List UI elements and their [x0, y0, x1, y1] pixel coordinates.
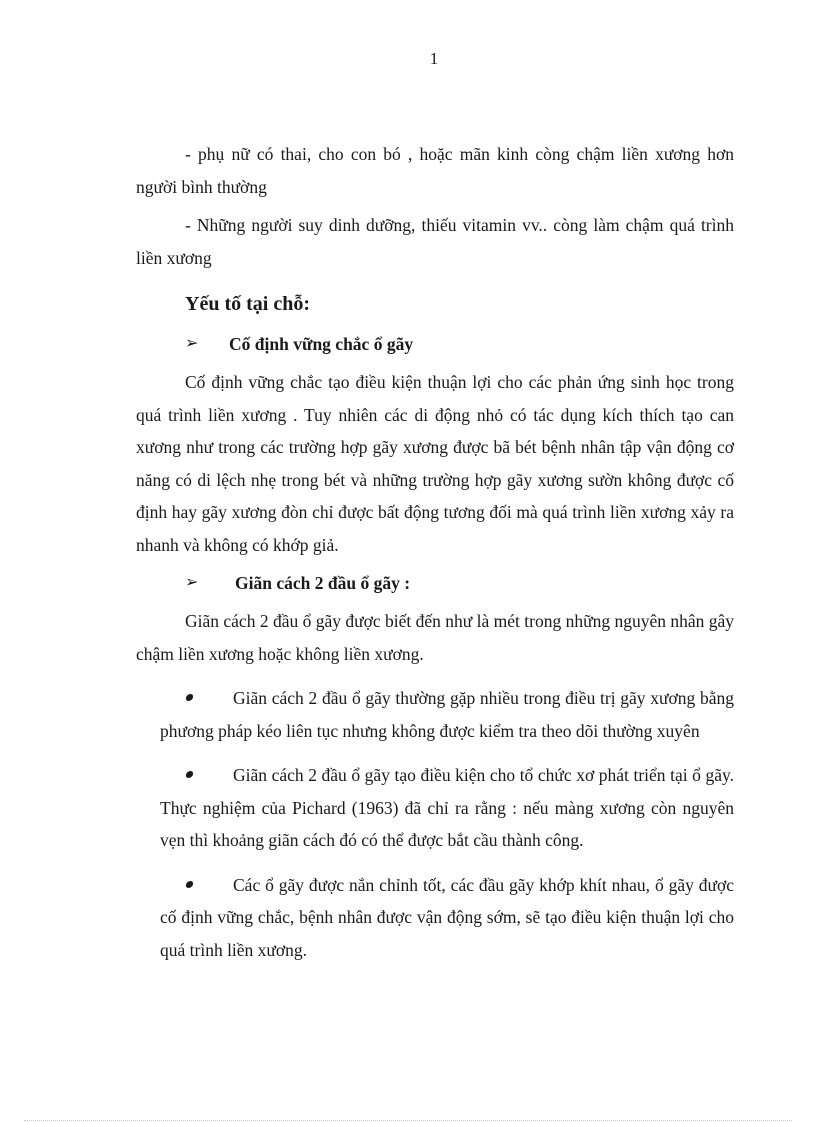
- list-item: [160, 759, 734, 857]
- arrow-bullet-icon: ➢: [185, 335, 199, 352]
- subheading-gap: [185, 567, 734, 599]
- list-item-text: Giãn cách 2 đầu ổ gãy tạo điều kiện cho tổ chức xơ phát triển tại ổ gãy. Thực nghiệm của Pichard (1963) đã chỉ ra rằng : nếu màng xương còn nguyên vẹn thì khoảng giãn cách đó có thể được bắt cầu thành công.: [160, 765, 734, 850]
- arrow-bullet-icon: ➢: [185, 574, 199, 591]
- subheading-fixation-title: Cố định vững chắc ổ gãy: [229, 334, 414, 354]
- paragraph-gap: Giãn cách 2 đầu ổ gãy được biết đến như là mét trong những nguyên nhân gây chậm liền xương hoặc không liền xương.: [136, 611, 734, 664]
- page-number: 1: [429, 49, 439, 68]
- subheading-gap-title: Giãn cách 2 đầu ổ gãy :: [235, 573, 411, 593]
- bullet-icon: [185, 694, 194, 701]
- list-item-text: Các ổ gãy được nắn chỉnh tốt, các đầu gãy khớp khít nhau, ổ gãy được cố định vững chắc, bệnh nhân được vận động sớm, sẽ tạo điều kiện thuận lợi cho quá trình liền xương.: [160, 874, 734, 960]
- list-item: [160, 682, 734, 747]
- subheading-fixation: [185, 328, 734, 360]
- document-body: [136, 138, 734, 974]
- list-item: [160, 869, 734, 967]
- bullet-icon: [185, 771, 194, 778]
- paragraph-pregnancy: - phụ nữ có thai, cho con bó , hoặc mãn kinh còng chậm liền xương hơn người bình thường: [136, 144, 734, 197]
- page-bottom-divider: [24, 1120, 792, 1121]
- paragraph-fixation: Cố định vững chắc tạo điều kiện thuận lợi cho các phản ứng sinh học trong quá trình liền xương . Tuy nhiên các di động nhỏ có tác dụng kích thích tạo can xương như trong các trường hợp gãy xương được bã bét bệnh nhân tập vận động cơ năng có di lệch nhẹ trong bét và những trường hợp gãy xương sườn không được cố định hay gãy xương đòn chỉ được bất động tương đối mà quá trình liền xương xảy ra nhanh và không có khớp giả.: [136, 372, 734, 555]
- list-item-text: Giãn cách 2 đầu ổ gãy thường gặp nhiều trong điều trị gãy xương bằng phương pháp kéo liên tục nhưng không được kiểm tra theo dõi thường xuyên: [160, 688, 734, 741]
- paragraph-malnutrition: - Những người suy dinh dưỡng, thiếu vitamin vv.. còng làm chậm quá trình liền xương: [136, 215, 734, 268]
- section-heading-local-factors: Yếu tố tại chỗ:: [185, 293, 310, 315]
- bullet-icon: [185, 881, 194, 888]
